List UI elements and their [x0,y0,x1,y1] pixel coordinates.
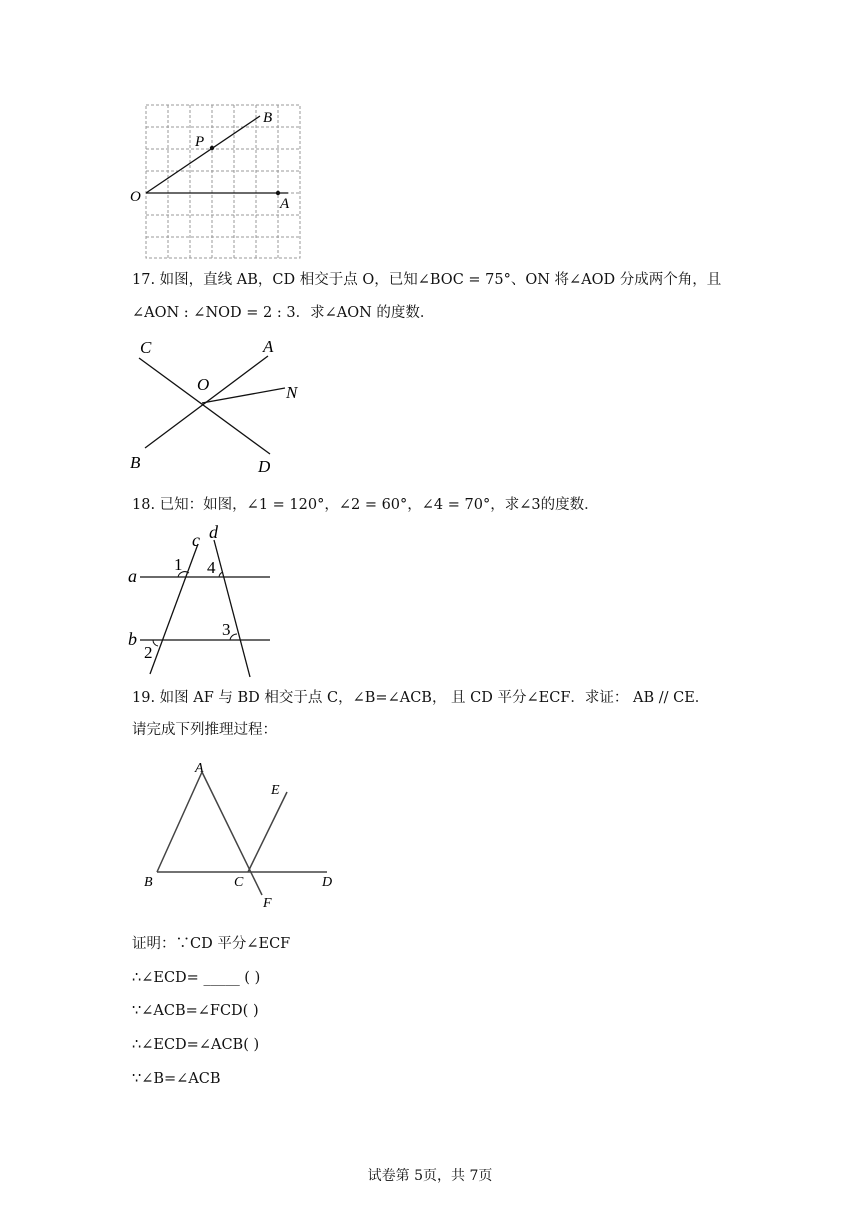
line-d [214,540,250,677]
label-B: B [263,110,273,126]
parallel-lines-figure [125,522,275,682]
angle-2-arc [153,640,158,646]
label-N: N [286,383,298,402]
label-A: A [263,337,274,356]
label-b: b [128,629,137,649]
label-A: A [195,761,204,776]
proof-step: ∵∠ACB=∠FCD( ) [132,1003,259,1019]
ray-CE [248,792,287,872]
label-D: D [258,457,271,475]
label-A: A [280,196,290,212]
label-c: c [192,530,200,550]
label-C: C [140,338,152,357]
label-B: B [130,453,141,472]
label-D: D [322,875,333,890]
label-C: C [234,875,244,890]
q18-text: 已知：如图，∠1 = 120°，∠2 = 60°，∠4 = 70°，求∠3的度数． [159,497,599,513]
q17-text: 如图，直线 AB，CD 相交于点 O，已知∠BOC = 75°、ON 将∠AOD 分成两个角，且 [159,272,722,288]
proof-step: ∴∠ECD=∠ACB( ) [132,1037,260,1053]
point-A [276,191,280,195]
triangle-figure [135,752,345,917]
segment-AB [157,772,202,872]
proof-step: 证明：∵CD 平分∠ECF [132,936,291,952]
grid-figure [128,100,308,262]
label-3: 3 [222,620,231,639]
label-d: d [209,522,218,542]
intersecting-lines-figure [125,335,315,475]
page-footer: 试卷第 5页，共 7页 [367,1168,493,1184]
q19-line1 [132,688,709,708]
line-AF [202,772,262,895]
label-B: B [144,875,153,890]
q19-number: 19. [132,690,156,706]
label-2: 2 [144,643,153,662]
q17-number: 17. [132,272,156,288]
label-4: 4 [207,558,216,577]
q17-line2: ∠AON : ∠NOD = 2 : 3．求∠AON 的度数． [132,305,435,321]
label-P: P [195,134,205,150]
q18-number: 18. [132,497,156,513]
q19-text: 如图 AF 与 BD 相交于点 C，∠B=∠ACB， 且 CD 平分∠ECF．求证： AB // CE． [159,690,710,706]
label-O: O [197,375,210,394]
label-1: 1 [174,555,183,574]
ray-OB [146,116,260,193]
q18-line1 [132,495,599,515]
proof-step: ∵∠B=∠ACB [132,1071,221,1087]
q17-line1 [132,270,721,290]
label-a: a [128,566,137,586]
proof-step: ∴∠ECD= _____ ( ) [132,970,261,986]
point-P [210,146,214,150]
line-CD [139,358,270,454]
label-E: E [271,783,280,798]
label-O: O [130,189,141,205]
q19-line2: 请完成下列推理过程： [132,722,277,738]
label-F: F [263,896,272,911]
angle-3-arc [230,634,237,640]
